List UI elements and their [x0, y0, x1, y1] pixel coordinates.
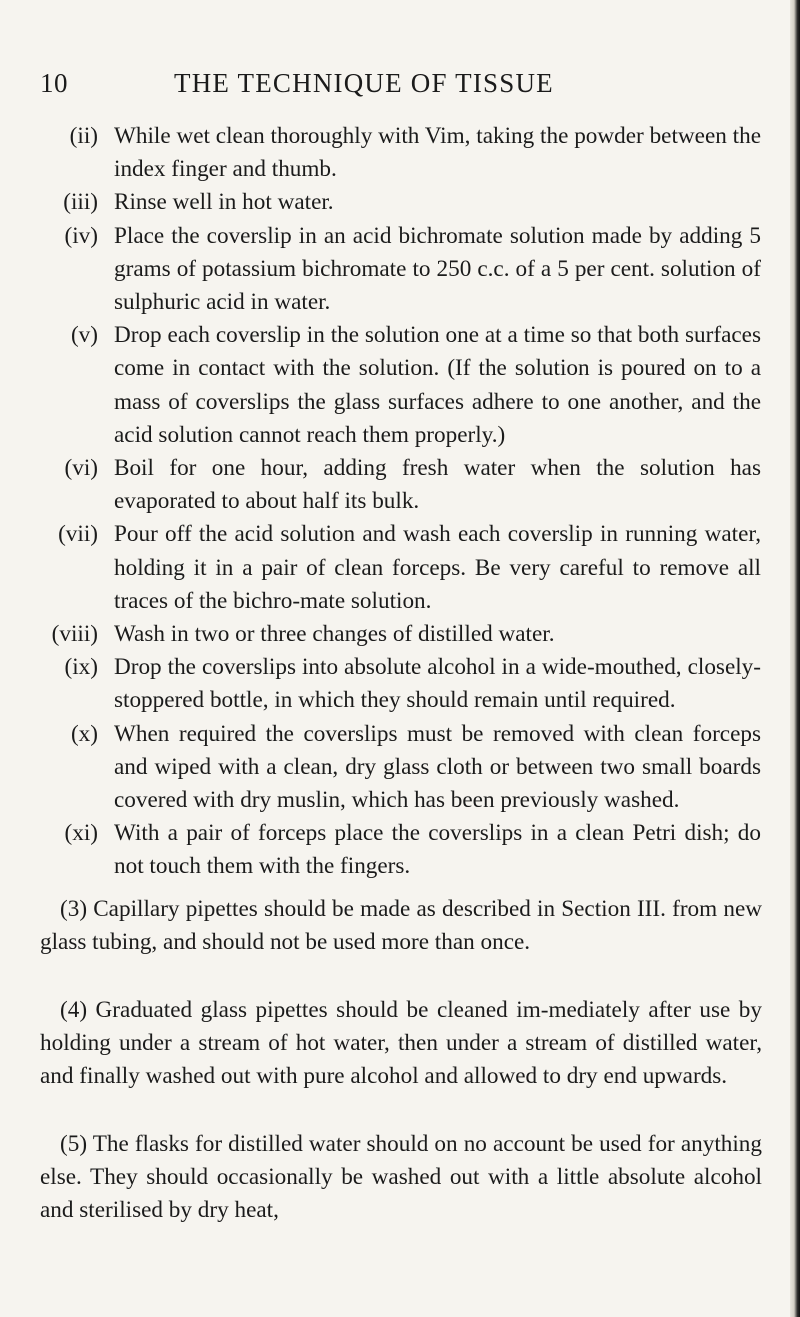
list-item — [0, 618, 800, 651]
step-number: (x) — [70, 720, 98, 747]
step-number: (ix) — [64, 654, 98, 681]
paragraph-distilled-water-flasks: (5) The flasks for distilled water should on no account be used for anything else. They should occasionally be washed out with a little absolute alcohol and sterilised by dry heat, — [40, 1131, 762, 1224]
cleaning-steps-list — [0, 120, 800, 884]
list-item — [0, 718, 800, 818]
list-item — [0, 220, 800, 320]
step-text: Wash in two or three changes of distilled water. — [114, 621, 555, 648]
list-item — [0, 186, 800, 219]
step-text: With a pair of forceps place the coverslips in a clean Petri dish; do not touch them with the fingers. — [114, 820, 761, 880]
step-text: Rinse well in hot water. — [114, 189, 334, 216]
step-number: (vi) — [64, 455, 98, 482]
step-text: While wet clean thoroughly with Vim, taking the powder between the index finger and thumb. — [114, 123, 761, 183]
page-header — [40, 68, 760, 108]
step-number: (vii) — [58, 521, 98, 548]
list-item — [0, 319, 800, 452]
step-number: (iv) — [64, 222, 98, 249]
list-item — [0, 518, 800, 618]
paragraph-capillary-pipettes: (3) Capillary pipettes should be made as described in Section III. from new glass tubing, and should not be used more than once. — [40, 896, 762, 956]
step-number: (iii) — [63, 189, 98, 216]
step-number: (v) — [70, 322, 98, 349]
list-item — [0, 452, 800, 518]
paragraph-graduated-pipettes: (4) Graduated glass pipettes should be cleaned im-mediately after use by holding under a stream of hot water, then under a stream of distilled water, and finally washed out with pure alcohol and allowed to dry end upwards. — [40, 997, 762, 1090]
running-head: THE TECHNIQUE OF TISSUE — [174, 68, 554, 98]
step-number: (viii) — [51, 621, 98, 648]
page-number: 10 — [40, 68, 68, 98]
step-number: (xi) — [64, 820, 98, 847]
step-text: Drop each coverslip in the solution one at a time so that both surfaces come in contact with the solution. (If the solution is poured on to a mass of coverslips the glass surfaces adhere to one another, and the acid solution cannot reach them properly.) — [114, 322, 761, 448]
step-text: Pour off the acid solution and wash each coverslip in running water, holding it in a pair of clean forceps. Be very careful to remove all traces of the bichro-mate solution. — [114, 521, 761, 614]
list-item — [0, 651, 800, 717]
step-text: When required the coverslips must be removed with clean forceps and wiped with a clean, dry glass cloth or between two small boards covered with dry muslin, which has been previously washed. — [114, 720, 761, 814]
list-item — [0, 120, 800, 186]
step-text: Boil for one hour, adding fresh water when the solution has evaporated to about half its bulk. — [114, 455, 761, 515]
step-text: Drop the coverslips into absolute alcohol in a wide-mouthed, closely-stoppered bottle, in which they should remain until required. — [114, 654, 761, 714]
step-text: Place the coverslip in an acid bichromate solution made by adding 5 grams of potassium bichromate to 250 c.c. of a 5 per cent. solution of sulphuric acid in water. — [114, 222, 761, 316]
list-item — [0, 817, 800, 883]
step-number: (ii) — [69, 123, 98, 149]
